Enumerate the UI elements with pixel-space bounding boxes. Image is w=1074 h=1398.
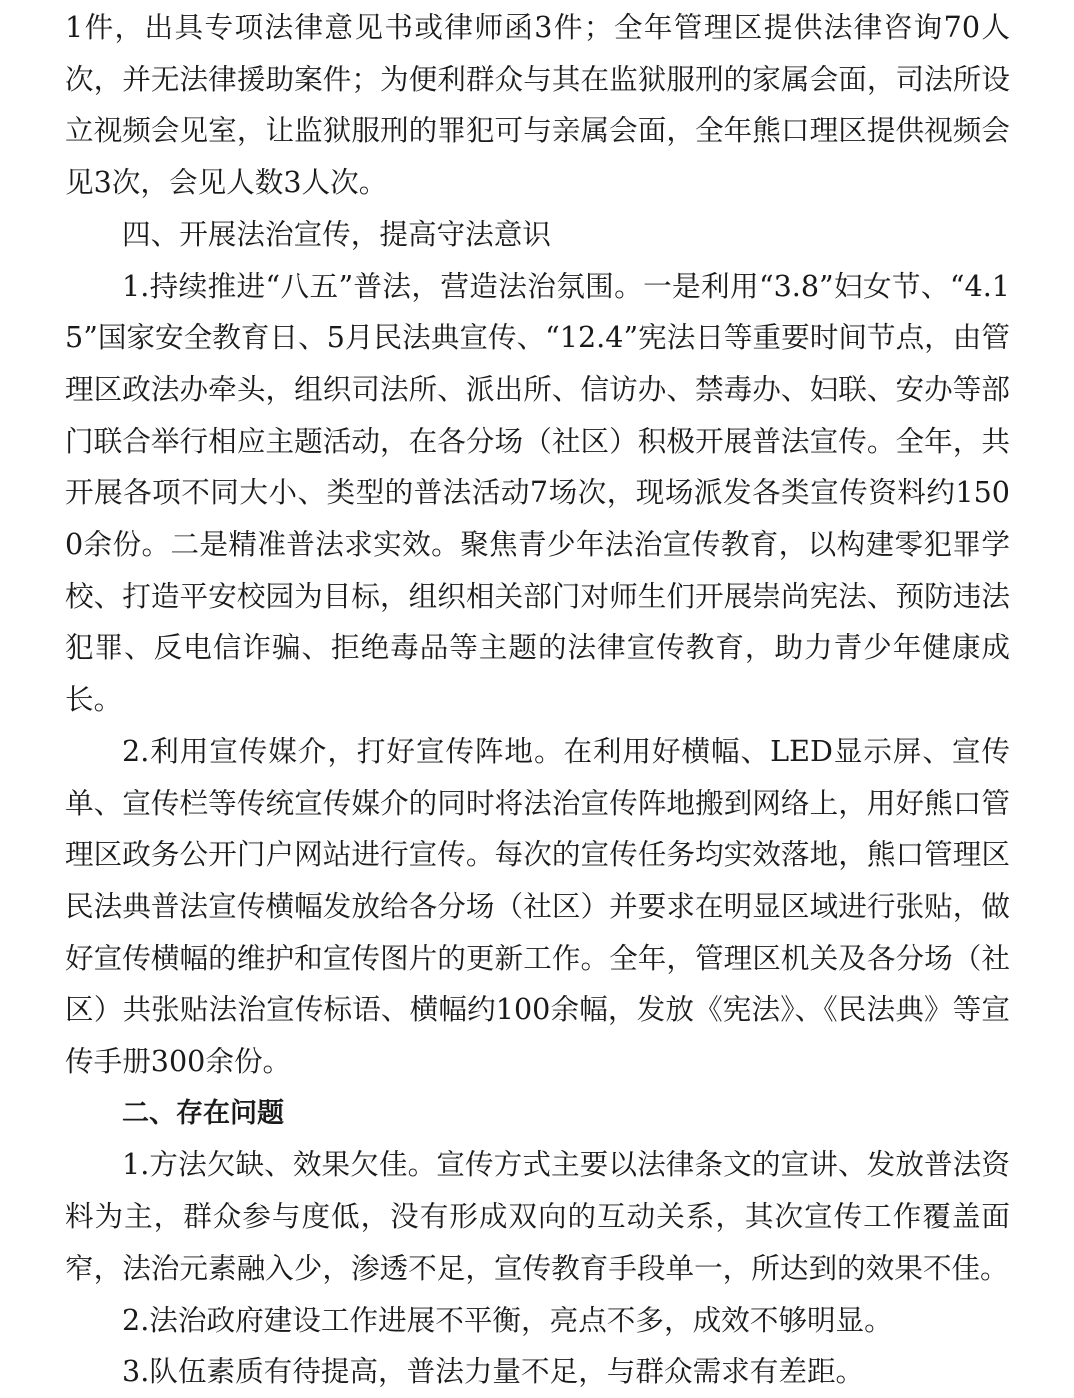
paragraph-problem-staff: 3.队伍素质有待提高，普法力量不足，与群众需求有差距。 <box>122 1354 865 1389</box>
document-body <box>65 2 1010 1398</box>
paragraph-problem-methods: 1.方法欠缺、效果欠佳。宣传方式主要以法律条文的宣讲、发放普法资料为主，群众参与度低，没有形成双向的互动关系，其次宣传工作覆盖面窄，法治元素融入少，渗透不足，宣传教育手段单一，所达到的效果不佳。 <box>65 1147 1010 1285</box>
paragraph-publicity-media: 2.利用宣传媒介，打好宣传阵地。在利用好横幅、LED显示屏、宣传单、宣传栏等传统宣传媒介的同时将法治宣传阵地搬到网络上，用好熊口管理区政务公开门户网站进行宣传。每次的宣传任务均实效落地，熊口管理区民法典普法宣传横幅发放给各分场（社区）并要求在明显区域进行张贴，做好宣传横幅的维护和宣传图片的更新工作。全年，管理区机关及各分场（社区）共张贴法治宣传标语、横幅约100余幅，发放《宪法》、《民法典》等宣传手册300余份。 <box>65 733 1010 1079</box>
paragraph-continuation: 1件，出具专项法律意见书或律师函3件；全年管理区提供法律咨询70人次，并无法律援助案件；为便利群众与其在监狱服刑的家属会面，司法所设立视频会见室，让监狱服刑的罪犯可与亲属会面，全年熊口理区提供视频会见3次，会见人数3人次。 <box>65 10 1010 200</box>
section-heading-problems: 二、存在问题 <box>122 1097 284 1129</box>
paragraph-problem-imbalance: 2.法治政府建设工作进展不平衡，亮点不多，成效不够明显。 <box>122 1302 893 1337</box>
section-heading-publicity: 四、开展法治宣传，提高守法意识 <box>122 216 551 251</box>
paragraph-eighth-five-year-law: 1.持续推进“八五”普法，营造法治氛围。一是利用“3.8”妇女节、“4.15”国家安全教育日、5月民法典宣传、“12.4”宪法日等重要时间节点，由管理区政法办牵头，组织司法所、派出所、信访办、禁毒办、妇联、安办等部门联合举行相应主题活动，在各分场（社区）积极开展普法宣传。全年，共开展各项不同大小、类型的普法活动7场次，现场派发各类宣传资料约1500余份。二是精准普法求实效。聚焦青少年法治宣传教育，以构建零犯罪学校、打造平安校园为目标，组织相关部门对师生们开展崇尚宪法、预防违法犯罪、反电信诈骗、拒绝毒品等主题的法律宣传教育，助力青少年健康成长。 <box>65 268 1010 717</box>
